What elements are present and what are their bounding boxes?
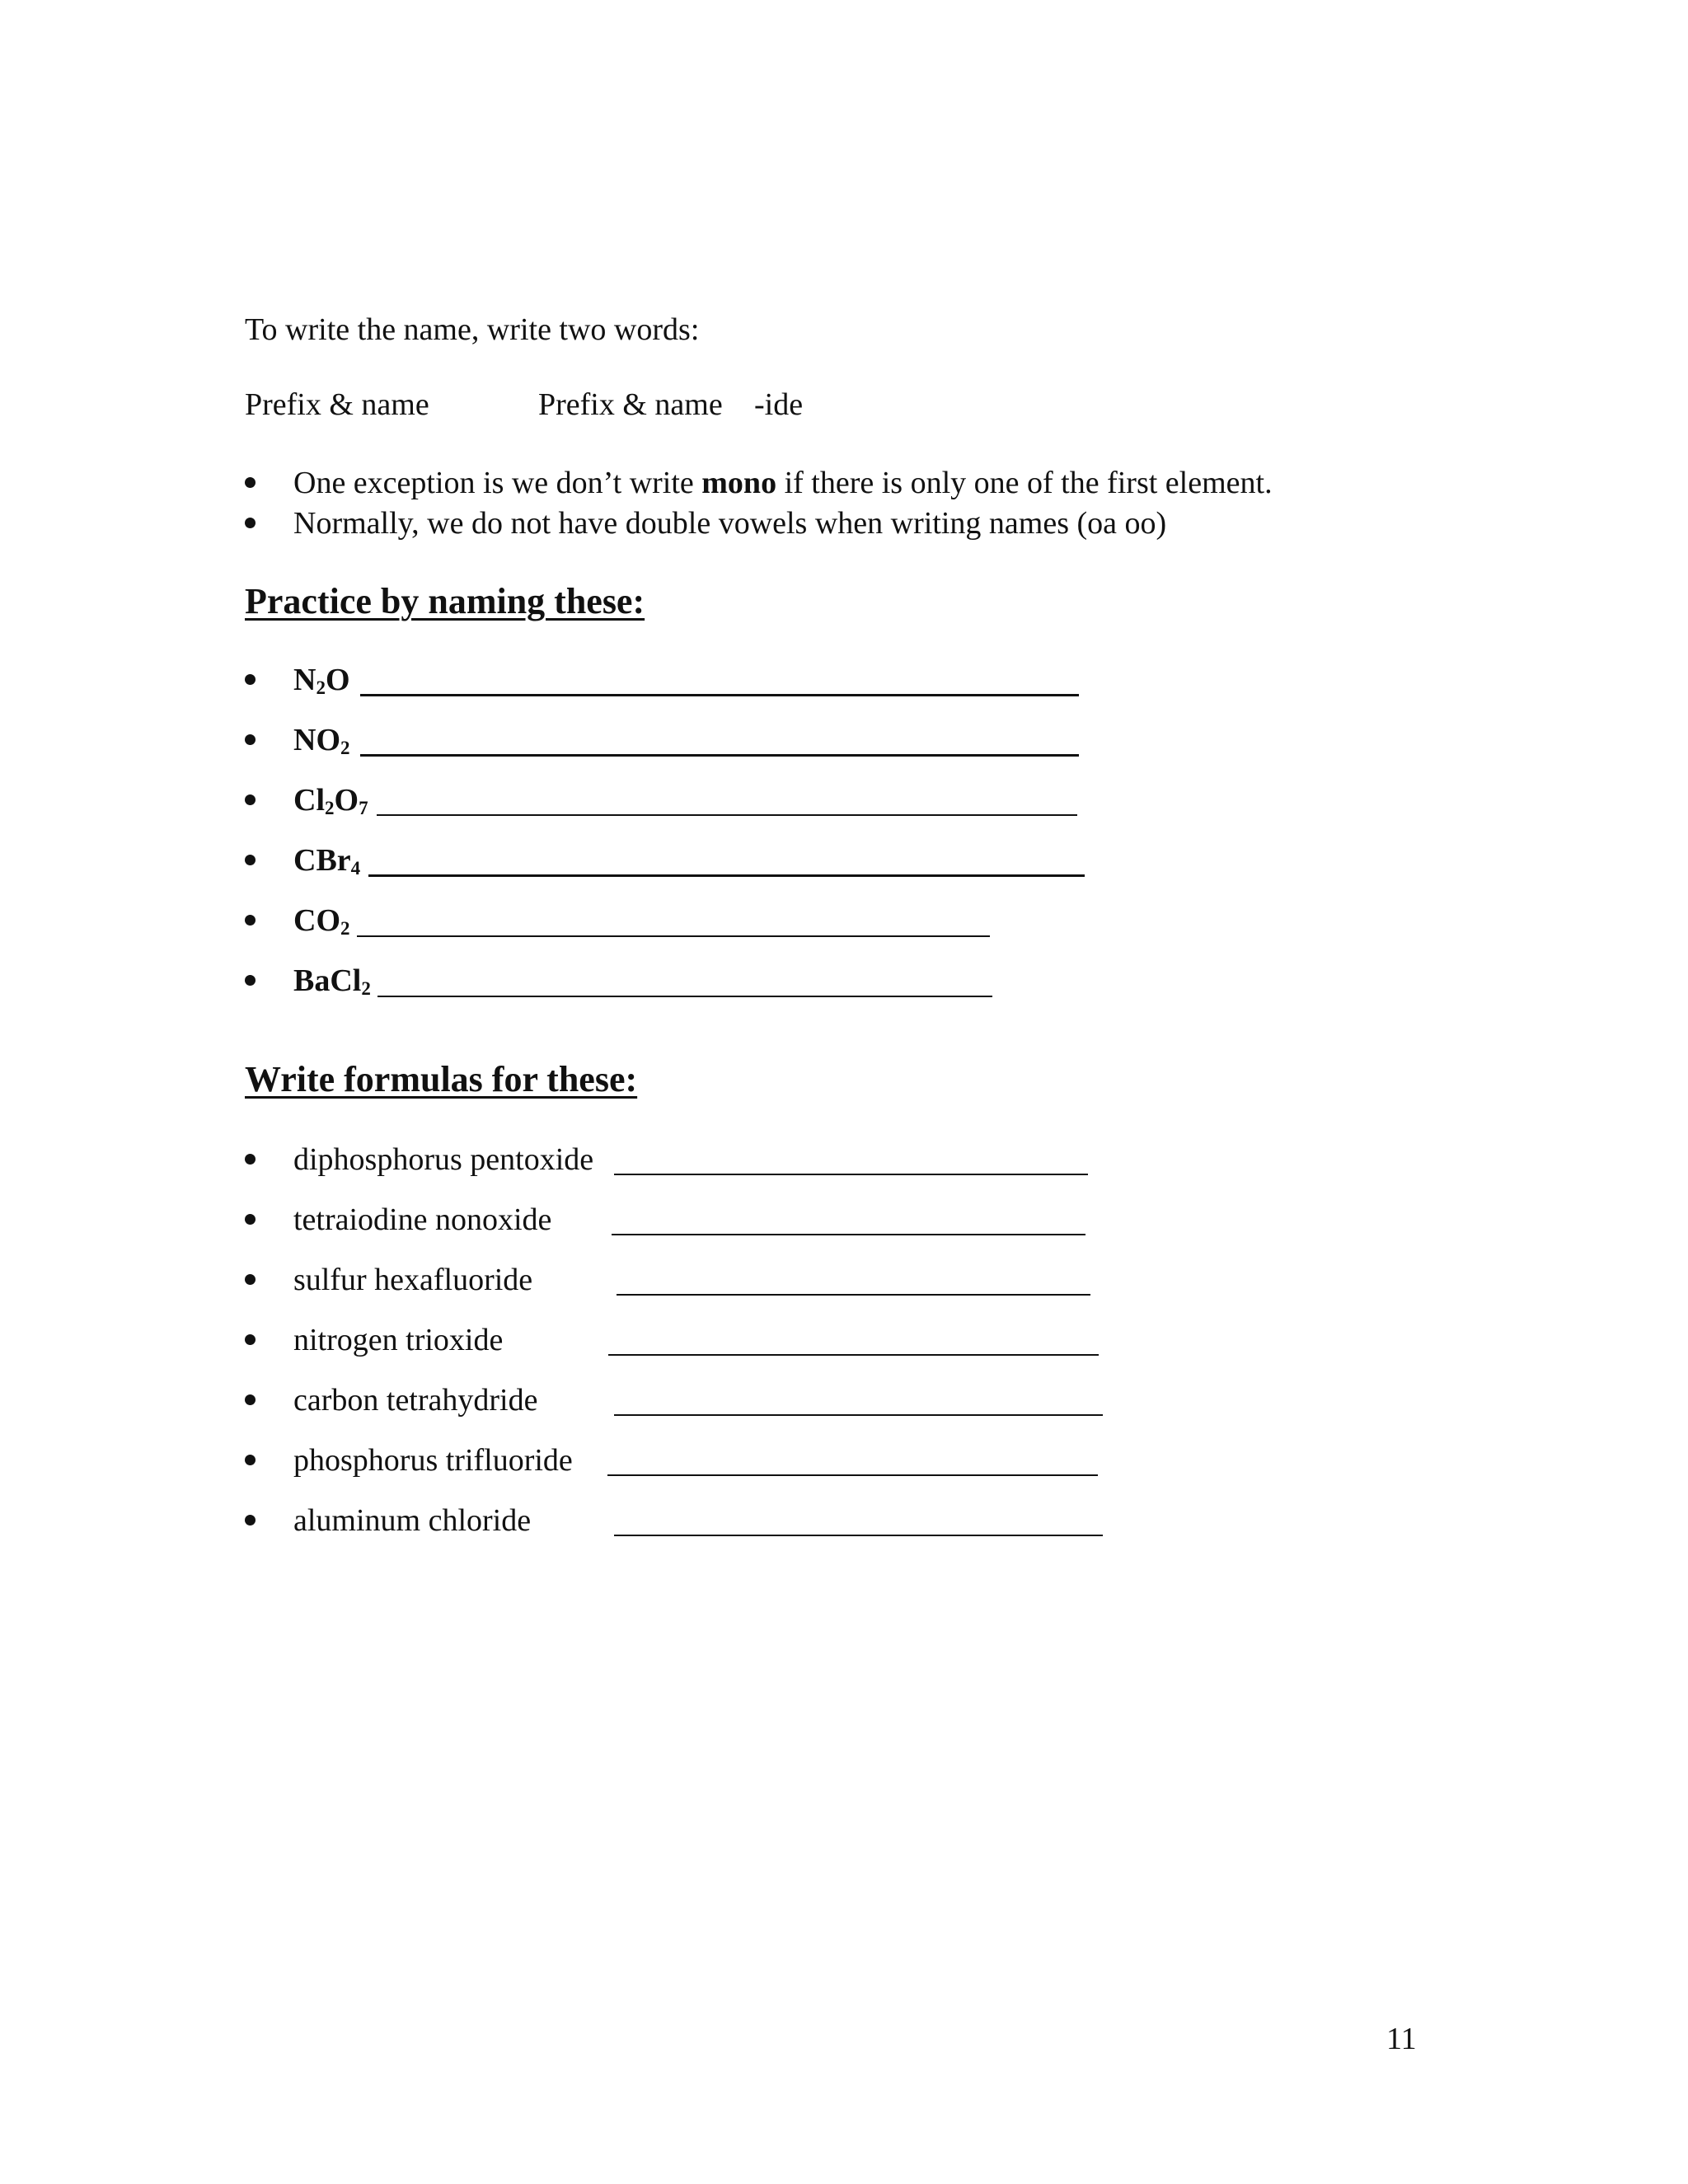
formula-symbol: O: [325, 663, 350, 697]
formula-item: [293, 903, 350, 939]
formula-item: [293, 785, 368, 816]
formula-symbol: O: [334, 783, 359, 818]
compound-name: carbon tetrahydride: [293, 1383, 538, 1418]
answer-blank[interactable]: [377, 996, 992, 997]
rule-item: [293, 467, 1273, 499]
pattern-suffix: -ide: [754, 387, 804, 422]
bullet: [245, 794, 256, 805]
rule-bold-term: mono: [701, 466, 777, 500]
compound-name: phosphorus trifluoride: [293, 1443, 573, 1478]
answer-blank[interactable]: [357, 935, 990, 937]
formula-subscript: 7: [359, 798, 368, 818]
formula-symbol: CO: [293, 903, 340, 938]
compound-name: nitrogen trioxide: [293, 1323, 504, 1357]
rule-item: Normally, we do not have double vowels when writing names (oa oo): [293, 506, 1167, 541]
compound-name: diphosphorus pentoxide: [293, 1142, 594, 1177]
page-number: 11: [1386, 2022, 1417, 2056]
formula-subscript: 2: [361, 978, 371, 999]
answer-blank[interactable]: [612, 1234, 1085, 1235]
formula-subscript: 4: [350, 858, 361, 879]
formula-symbol: CBr: [293, 843, 351, 878]
formula-subscript: 2: [316, 677, 326, 698]
intro-line: To write the name, write two words:: [245, 312, 700, 347]
compound-name: tetraiodine nonoxide: [293, 1202, 552, 1237]
formula-subscript: 2: [340, 738, 350, 758]
bullet: [245, 1274, 256, 1285]
answer-blank[interactable]: [617, 1294, 1090, 1296]
bullet: [245, 975, 256, 986]
compound-name: sulfur hexafluoride: [293, 1263, 533, 1297]
formula-symbol: N: [293, 663, 316, 697]
formula-symbol: Cl: [293, 783, 325, 818]
formula-item: [293, 843, 361, 879]
formula-symbol: BaCl: [293, 963, 362, 998]
answer-blank[interactable]: [614, 1535, 1103, 1536]
formula-symbol: NO: [293, 723, 340, 757]
formula-subscript: 2: [325, 798, 335, 818]
pattern-left: Prefix & name: [245, 387, 429, 422]
bullet: [245, 674, 256, 685]
bullet: [245, 1214, 256, 1225]
bullet: [245, 915, 256, 926]
answer-blank[interactable]: [360, 754, 1079, 757]
rule-text: if there is only one of the first element.: [776, 466, 1273, 500]
answer-blank[interactable]: [614, 1174, 1088, 1175]
bullet: [245, 855, 256, 865]
formula-item: [293, 664, 350, 696]
answer-blank[interactable]: [360, 694, 1079, 696]
bullet: [245, 1515, 256, 1526]
bullet: [245, 734, 256, 745]
rule-text: One exception is we don’t write: [293, 466, 702, 500]
formula-item: [293, 963, 371, 999]
answer-blank[interactable]: [614, 1414, 1103, 1416]
answer-blank[interactable]: [368, 874, 1085, 877]
bullet: [245, 477, 256, 488]
answer-blank[interactable]: [377, 814, 1077, 816]
bullet: [245, 1154, 256, 1165]
compound-name: aluminum chloride: [293, 1503, 532, 1538]
answer-blank[interactable]: [607, 1474, 1098, 1476]
bullet: [245, 1394, 256, 1405]
answer-blank[interactable]: [608, 1354, 1099, 1356]
bullet: [245, 1455, 256, 1465]
practice-heading: Practice by naming these:: [245, 581, 645, 621]
formulas-heading: Write formulas for these:: [245, 1059, 638, 1099]
formula-item: [293, 724, 350, 756]
bullet: [245, 518, 256, 528]
bullet: [245, 1334, 256, 1345]
pattern-right: Prefix & name: [538, 387, 723, 422]
formula-subscript: 2: [340, 918, 350, 939]
